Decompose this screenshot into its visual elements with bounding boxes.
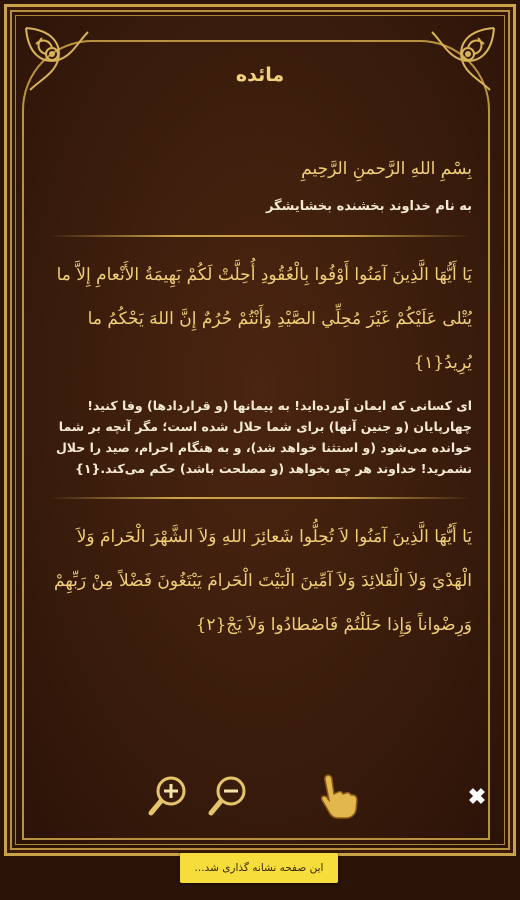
verse-arabic: يَا أَيُّهَا الَّذِينَ آمَنُوا أَوْفُوا بِالْعُقُودِ أُحِلَّتْ لَكُمْ بَهِيمَةُ الأَنْعامِ إِلاَّ ما يُتْلى عَلَيْكُمْ غَيْرَ مُحِلِّي الصَّيْدِ وَأَنْتُمْ حُرُمٌ إِنَّ اللهَ يَحْكُمُ ما يُرِيدُ{١} [56,265,472,373]
surah-title: مائده [235,64,285,86]
verse-divider [48,235,472,237]
verse-divider [48,497,472,499]
zoom-out-button[interactable] [206,774,250,818]
zoom-in-button[interactable] [146,774,190,818]
basmala-translation: به نام خداوند بخشنده بخشایشگر [265,199,472,214]
pointing-hand-icon [316,772,360,820]
zoom-out-icon [206,774,250,818]
verse-arabic: يَا أَيُّهَا الَّذِينَ آمَنُوا لاَ تُحِلُّوا شَعائِرَ اللهِ وَلاَ الشَّهْرَ الْحَرامَ وَلاَ الْهَدْيَ وَلاَ الْقَلائِدَ وَلاَ آمِّينَ الْبَيْتَ الْحَرامَ يَبْتَغُونَ فَضْلاً مِنْ رَبِّهِمْ وَرِضْواناً وَإِذا حَلَلْتُمْ فَاصْطادُوا وَلاَ يَجْ{٢} [54,527,472,635]
close-button[interactable]: ✖ [462,782,492,812]
bottom-toolbar [0,768,520,828]
basmala-arabic: بِسْمِ اللهِ الرَّحمنِ الرَّحِيمِ [301,159,472,179]
bookmark-toast: این صفحه نشانه گذاری شد... [180,853,338,883]
verse-translation: ای کسانی که ایمان آورده‌اید! به پیمانها (و قراردادها) وفا کنید! چهارپایان (و جنین آنها) برای شما حلال شده است؛ مگر آنچه بر شما خوانده می‌شود (و استثنا خواهد شد)، و به هنگام احرام، صید را حلال نشمرید! خداوند هر چه بخواهد (و مصلحت باشد) حکم می‌کند.{١} [55,398,472,476]
pointer-hand-button[interactable] [316,772,360,816]
verse-content[interactable] [48,145,472,730]
zoom-in-icon [146,774,190,818]
